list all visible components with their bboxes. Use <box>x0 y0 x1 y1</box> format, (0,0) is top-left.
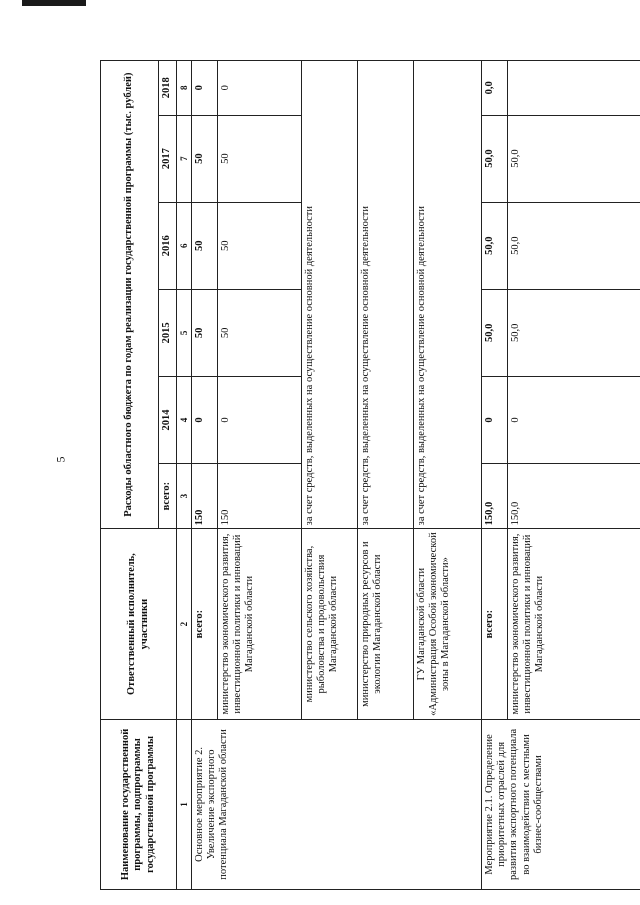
header-budget: Расходы областного бюджета по годам реализации государственной программы (тыс. рублей) <box>101 61 159 529</box>
row-executor: министерство природных ресурсов и экологии Магаданской области <box>358 529 414 720</box>
table-row <box>192 61 218 890</box>
column-number: 5 <box>177 289 192 376</box>
value-2017: 50,0 <box>508 115 640 202</box>
header-executor: Ответственный исполнитель, участники <box>101 529 177 720</box>
budget-table <box>100 60 640 890</box>
value-2018 <box>508 61 640 116</box>
value-2018: 0 <box>192 61 218 116</box>
header-year: 2017 <box>159 115 177 202</box>
value-2016: 50,0 <box>482 202 508 289</box>
value-2017: 50 <box>218 115 302 202</box>
header-year: 2016 <box>159 202 177 289</box>
header-year: 2014 <box>159 376 177 463</box>
column-number: 3 <box>177 463 192 528</box>
value-total: 150,0 <box>508 463 640 528</box>
column-number: 6 <box>177 202 192 289</box>
value-2015: 50,0 <box>482 289 508 376</box>
value-2015: 50,0 <box>508 289 640 376</box>
funding-note: за счет средств, выделенных на осуществление основной деятельности <box>414 61 482 529</box>
row-executor-total: всего: <box>482 529 508 720</box>
column-number: 4 <box>177 376 192 463</box>
value-2014: 0 <box>218 376 302 463</box>
scan-edge-mark <box>22 0 86 6</box>
column-number: 7 <box>177 115 192 202</box>
row-name-main-event-2: Основное мероприятие 2. Увеличение экспортного потенциала Магаданской области <box>192 719 482 889</box>
funding-note: за счет средств, выделенных на осуществление основной деятельности <box>358 61 414 529</box>
header-total: всего: <box>159 463 177 528</box>
value-total: 150 <box>218 463 302 528</box>
header-year: 2015 <box>159 289 177 376</box>
value-2017: 50 <box>192 115 218 202</box>
row-name-event-2-1: Мероприятие 2.1. Определение приоритетных отраслей для развития экспортного потенциала во взаимодействии с местными бизнес-сообществами <box>482 719 640 889</box>
column-number: 1 <box>177 719 192 889</box>
row-executor: министерство сельского хозяйства, рыболовства и продовольствия Магаданской области <box>302 529 358 720</box>
value-2018: 0,0 <box>482 61 508 116</box>
value-2015: 50 <box>192 289 218 376</box>
value-2016: 50 <box>192 202 218 289</box>
table-row <box>482 61 508 890</box>
value-2014: 0 <box>482 376 508 463</box>
value-total: 150,0 <box>482 463 508 528</box>
value-total: 150 <box>192 463 218 528</box>
page-number: 5 <box>53 456 68 463</box>
row-executor: министерство экономического развития, инвестиционной политики и инноваций Магаданской области <box>508 529 640 720</box>
value-2015: 50 <box>218 289 302 376</box>
funding-note: за счет средств, выделенных на осуществление основной деятельности <box>302 61 358 529</box>
value-2016: 50,0 <box>508 202 640 289</box>
value-2017: 50,0 <box>482 115 508 202</box>
row-executor: ГУ Магаданской области «Администрация Особой экономической зоны в Магаданской области» <box>414 529 482 720</box>
rotated-page-content <box>100 60 640 890</box>
value-2014: 0 <box>508 376 640 463</box>
row-executor: министерство экономического развития, инвестиционной политики и инноваций Магаданской области <box>218 529 302 720</box>
value-2018: 0 <box>218 61 302 116</box>
value-2016: 50 <box>218 202 302 289</box>
column-number: 8 <box>177 61 192 116</box>
row-executor-total: всего: <box>192 529 218 720</box>
value-2014: 0 <box>192 376 218 463</box>
header-year: 2018 <box>159 61 177 116</box>
header-program-name: Наименование государственной программы, подпрограммы государственной программы <box>101 719 177 889</box>
column-number: 2 <box>177 529 192 720</box>
